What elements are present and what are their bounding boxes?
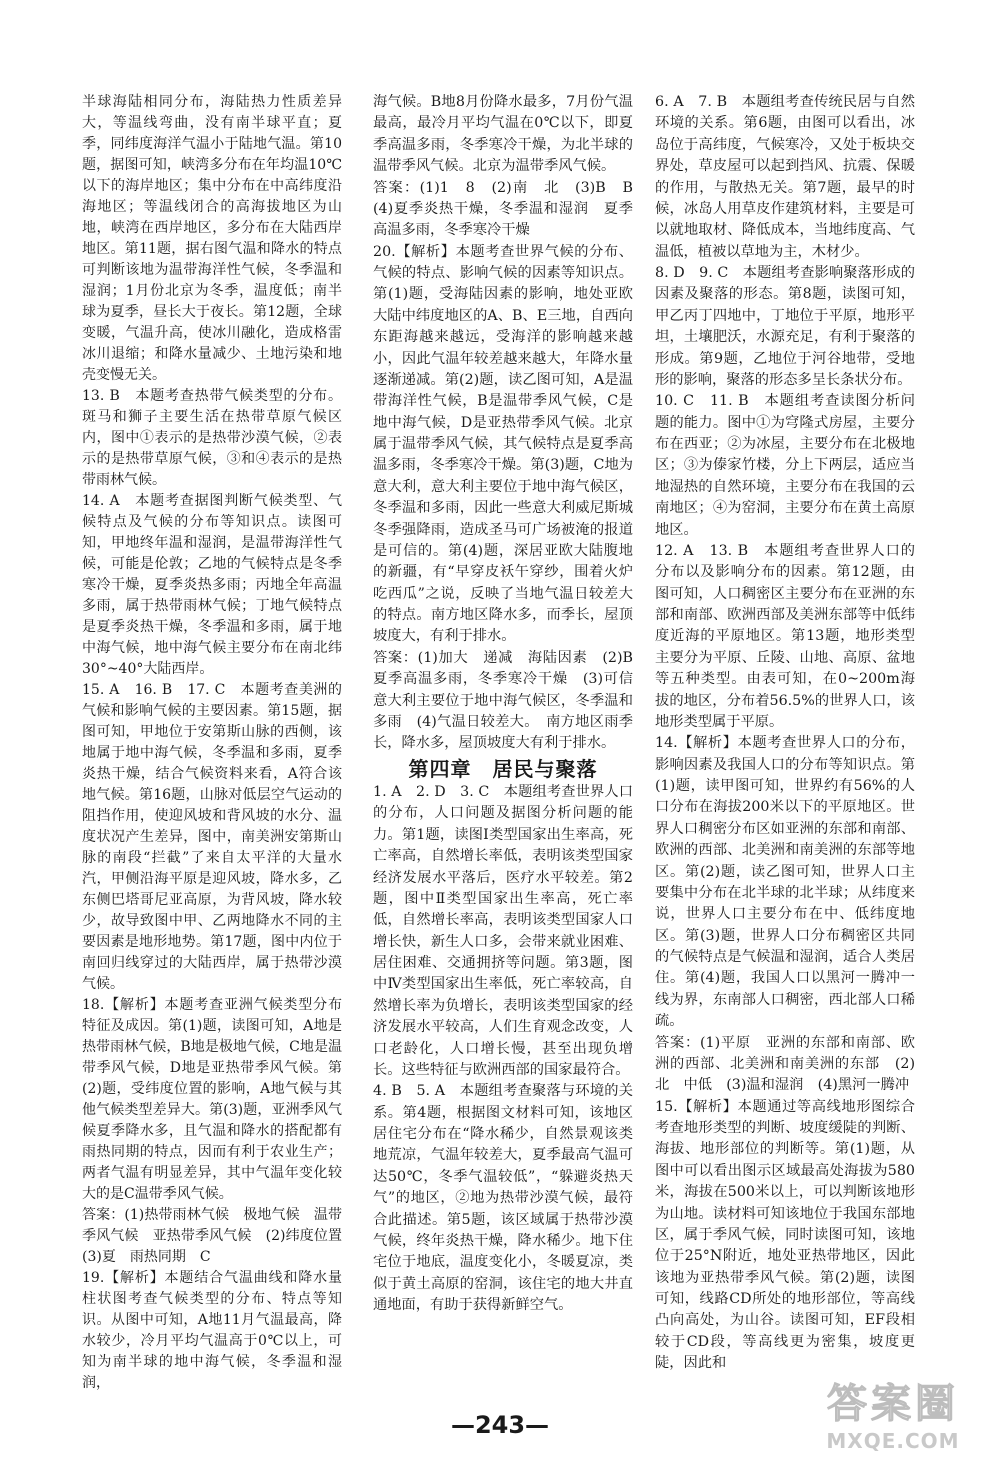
answer-paragraph: 10. C 11. B 本题组考查读图分析问题的能力。图中①为穹隆式房屋，主要分布在西亚；②为冰屋，主要分布在北极地区；③为傣家竹楼，分上下两层，适应当地湿热的自然环境，主要分布在我国的云南地区；④为窑洞，主要分布在黄土高原地区。 (655, 393, 915, 538)
answer-paragraph: 12. A 13. B 本题组考查世界人口的分布以及影响分布的因素。第12题，由图可知，人口稠密区主要分布在亚洲的东部和南部、欧洲西部及美洲东部等中低纬度近海的平原地区。第13题，地形类型主要分为平原、丘陵、山地、高原、盆地等五种类型。由表可知，在0~200m海拔的地区，分布着56.5%的世界人口，该地形类型属于平原。 (655, 542, 915, 730)
answer-paragraph: 海气候。B地8月份降水最多，7月份气温最高，最冷月平均气温在0℃以下，即夏季高温多雨，冬季寒冷干燥，为北半球的温带季风气候。北京为温带季风气候。 (373, 94, 633, 175)
page-number: —243— (450, 1411, 550, 1439)
column-middle (373, 92, 648, 1316)
watermark-logo (808, 1372, 978, 1453)
answer-paragraph: 答案：(1)1 8 (2)南 北 (3)B B (4)夏季炎热干燥，冬季温和湿润 夏季高温多雨，冬季寒冷干燥 (373, 179, 648, 239)
answer-paragraph: 14.【解析】本题考查世界人口的分布，影响因素及我国人口的分布等知识点。第(1)题，读甲图可知，世界约有56%的人口分布在海拔200米以下的平原地区。世界人口稠密分布区如亚洲的东部和南部、欧洲的西部、北美洲和南美洲的东部等地区。第(2)题，读乙图可知，世界人口主要集中分布在北半球的北半球；从纬度来说，世界人口主要分布在中、低纬度地区。第(3)题，世界人口分布稠密区共同的气候特点是气候温和湿润，适合人类居住。第(4)题，我国人口以黑河一腾冲一线为界，东南部人口稠密，西北部人口稀疏。 (655, 735, 915, 1030)
watermark-text: 答案圈 (827, 1381, 959, 1427)
watermark-url: MXQE.COM (826, 1429, 960, 1453)
answer-paragraph: 19.【解析】本题结合气温曲线和降水量柱状图考查气候类型的分布、特点等知识。从图中可知，A地11月气温最高，降水较少，冷月平均气温高于0℃以上，可知为南半球的地中海气候，冬季温和湿润， (82, 1270, 342, 1391)
answer-paragraph: 14. A 本题考查据图判断气候类型、气候特点及气候的分布等知识点。读图可知，甲地终年温和湿润，是温带海洋性气候，可能是伦敦；乙地的气候特点是冬季寒冷干燥，夏季炎热多雨；丙地全年高温多雨，属于热带雨林气候；丁地气候特点是夏季炎热干燥，冬季温和多雨，属于地中海气候，地中海气候主要分布在南北纬30°~40°大陆西岸。 (82, 493, 342, 677)
answer-paragraph: 15. A 16. B 17. C 本题考查美洲的气候和影响气候的主要因素。第15题，据图可知，甲地位于安第斯山脉的西侧，该地属于地中海气候，冬季温和多雨，夏季炎热干燥，结合气候资料来看，A符合该地气候。第16题，山脉对低层空气运动的阻挡作用，使迎风坡和背风坡的水分、温度状况产生差异，图中，南美洲安第斯山脉的南段“拦截”了来自太平洋的大量水汽，甲侧沿海平原是迎风坡，降水多，乙东侧巴塔哥尼亚高原，为背风坡，降水较少，故导致图中甲、乙两地降水不同的主要因素是地形地势。第17题，图中内位于南回归线穿过的大陆西岸，属于热带沙漠气候。 (82, 682, 342, 992)
answer-paragraph: 13. B 本题考查热带气候类型的分布。斑马和狮子主要生活在热带草原气候区内，图中①表示的是热带沙漠气候，②表示的是热带草原气候，③和④表示的是热带雨林气候。 (82, 388, 342, 488)
answer-paragraph: 1. A 2. D 3. C 本题组考查世界人口的分布，人口问题及据图分析问题的能力。第1题，读图Ⅰ类型国家出生率高，死亡率高，自然增长率低，表明该类型国家经济发展水平落后，医疗水平较差。第2题，图中Ⅱ类型国家出生率高，死亡率低，自然增长率高，表明该类型国家人口增长快，新生人口多，会带来就业困难、居住困难、交通拥挤等问题。第3题，图中Ⅳ类型国家出生率低，死亡率较高，自然增长率为负增长，表明该类型国家的经济发展水平较高，人们生育观念改变，人口老龄化，人口增长慢，甚至出现负增长。这些特征与欧洲西部的国家最符合。 (373, 784, 633, 1078)
answer-paragraph: 6. A 7. B 本题组考查传统民居与自然环境的关系。第6题，由图可以看出，冰岛位于高纬度，气候寒冷，又处于板块交界处，草皮屋可以起到挡风、抗震、保暖的作用，与散热无关。第7题，最早的时候，冰岛人用草皮作建筑材料，主要是可以就地取材、降低成本，当地纬度高、气温低，植被以草地为主，木材少。 (655, 94, 915, 260)
answer-paragraph: 答案：(1)热带雨林气候 极地气候 温带季风气候 亚热带季风气候 (2)纬度位置 (3)夏 雨热同期 C (82, 1207, 356, 1265)
answer-paragraph: 18.【解析】本题考查亚洲气候类型分布特征及成因。第(1)题，读图可知，A地是热带雨林气候，B地是极地气候，C地是温带季风气候，D地是亚热带季风气候。第(2)题，受纬度位置的影响，A地气候与其他气候类型差异大。第(3)题，亚洲季风气候夏季降水多，且气温和降水的搭配都有雨热同期的特点，因而有利于农业生产；两者气温有明显差异，其中气温年变化较大的是C温带季风气候。 (82, 997, 342, 1202)
answer-paragraph: 8. D 9. C 本题组考查影响聚落形成的因素及聚落的形态。第8题，读图可知，甲乙丙丁四地中，丁地位于平原，地形平坦，土壤肥沃，水源充足，有利于聚落的形成。第9题，乙地位于河谷地带，受地形的影响，聚落的形态多呈长条状分布。 (655, 265, 915, 388)
answer-paragraph: 4. B 5. A 本题组考查聚落与环境的关系。第4题，根据图文材料可知，该地区居住宅分布在“降水稀少，自然景观该类地荒凉，气温年较差大，夏季最高气温可达50℃，冬季气温较低”，“躲避炎热天气”的地区，②地为热带沙漠气候，最符合此描述。第5题，该区域属于热带沙漠气候，终年炎热干燥，降水稀少。地下住宅位于地底，温度变化小，冬暖夏凉，类似于黄土高原的窑洞，该住宅的地大井直通地面，有助于获得新鲜空气。 (373, 1083, 633, 1313)
answer-paragraph: 半球海陆相同分布，海陆热力性质差异大，等温线弯曲，没有南半球平直；夏季，同纬度海洋气温小于陆地气温。第10题，据图可知，峡湾多分布在年均温10℃以下的海岸地区；集中分布在中高纬度沿海地区；等温线闭合的高海拔地区为山地，峡湾在西岸地区，多分布在大陆西岸地区。第11题，据右图气温和降水的特点可判断该地为温带海洋性气候，冬季温和湿润；1月份北京为冬季，温度低；南半球为夏季，昼长大于夜长。第12题，全球变暖，气温升高，使冰川融化，造成格雷冰川退缩；和降水量减少、土地污染和地壳变慢无关。 (82, 94, 342, 383)
answer-paragraph: 答案：(1)加大 递减 海陆因素 (2)B 夏季高温多雨，冬季寒冷干燥 (3)可信 意大利主要位于地中海气候区，冬季温和多雨 (4)气温日较差大。 南方地区雨季长，降水多，屋顶坡度大有利于排水。 (373, 649, 648, 752)
chapter-heading: 第四章 居民与聚落 (408, 756, 598, 781)
answer-paragraph: 20.【解析】本题考查世界气候的分布、气候的特点、影响气候的因素等知识点。第(1)题，受海陆因素的影响，地处亚欧大陆中纬度地区的A、B、E三地，自西向东距海越来越远，受海洋的影响越来越小，因此气温年较差越来越大，年降水量逐渐递减。第(2)题，读乙图可知，A是温带海洋性气候，B是温带季风气候，C是地中海气候，D是亚热带季风气候。北京属于温带季风气候，其气候特点是夏季高温多雨，冬季寒冷干燥。第(3)题，C地为意大利，意大利主要位于地中海气候区，冬季温和多雨，因此一些意大利威尼斯城冬季强降雨，造成圣马可广场被淹的报道是可信的。第(4)题，深居亚欧大陆腹地的新疆，有“早穿皮袄午穿纱，围着火炉吃西瓜”之说，反映了当地气温日较差大的特点。南方地区降水多，而季长，屋顶坡度大，有利于排水。 (373, 243, 633, 645)
answer-paragraph: 15.【解析】本题通过等高线地形图综合考查地形类型的判断、坡度缓陡的判断、海拔、地形部位的判断等。第(1)题，从图中可以看出图示区域最高处海拔为580米，海拔在500米以上，可以判断该地形为山地。读材料可知该地位于我国东部地区，属于季风气候，同时读图可知，该地位于25°N附近，地处亚热带地区，因此该地为亚热带季风气候。第(2)题，读图可知，线路CD所处的地形部位，等高线凸向高处，为山谷。读图可知，EF段相较于CD段，等高线更为密集，坡度更陡，因此和 (655, 1098, 915, 1372)
column-right (655, 92, 915, 1375)
answer-paragraph: 答案：(1)平原 亚洲的东部和南部、欧洲的西部、北美洲和南美洲的东部 (2)北 中低 (3)温和湿润 (4)黑河一腾冲 (655, 1034, 915, 1094)
column-left (82, 92, 356, 1394)
